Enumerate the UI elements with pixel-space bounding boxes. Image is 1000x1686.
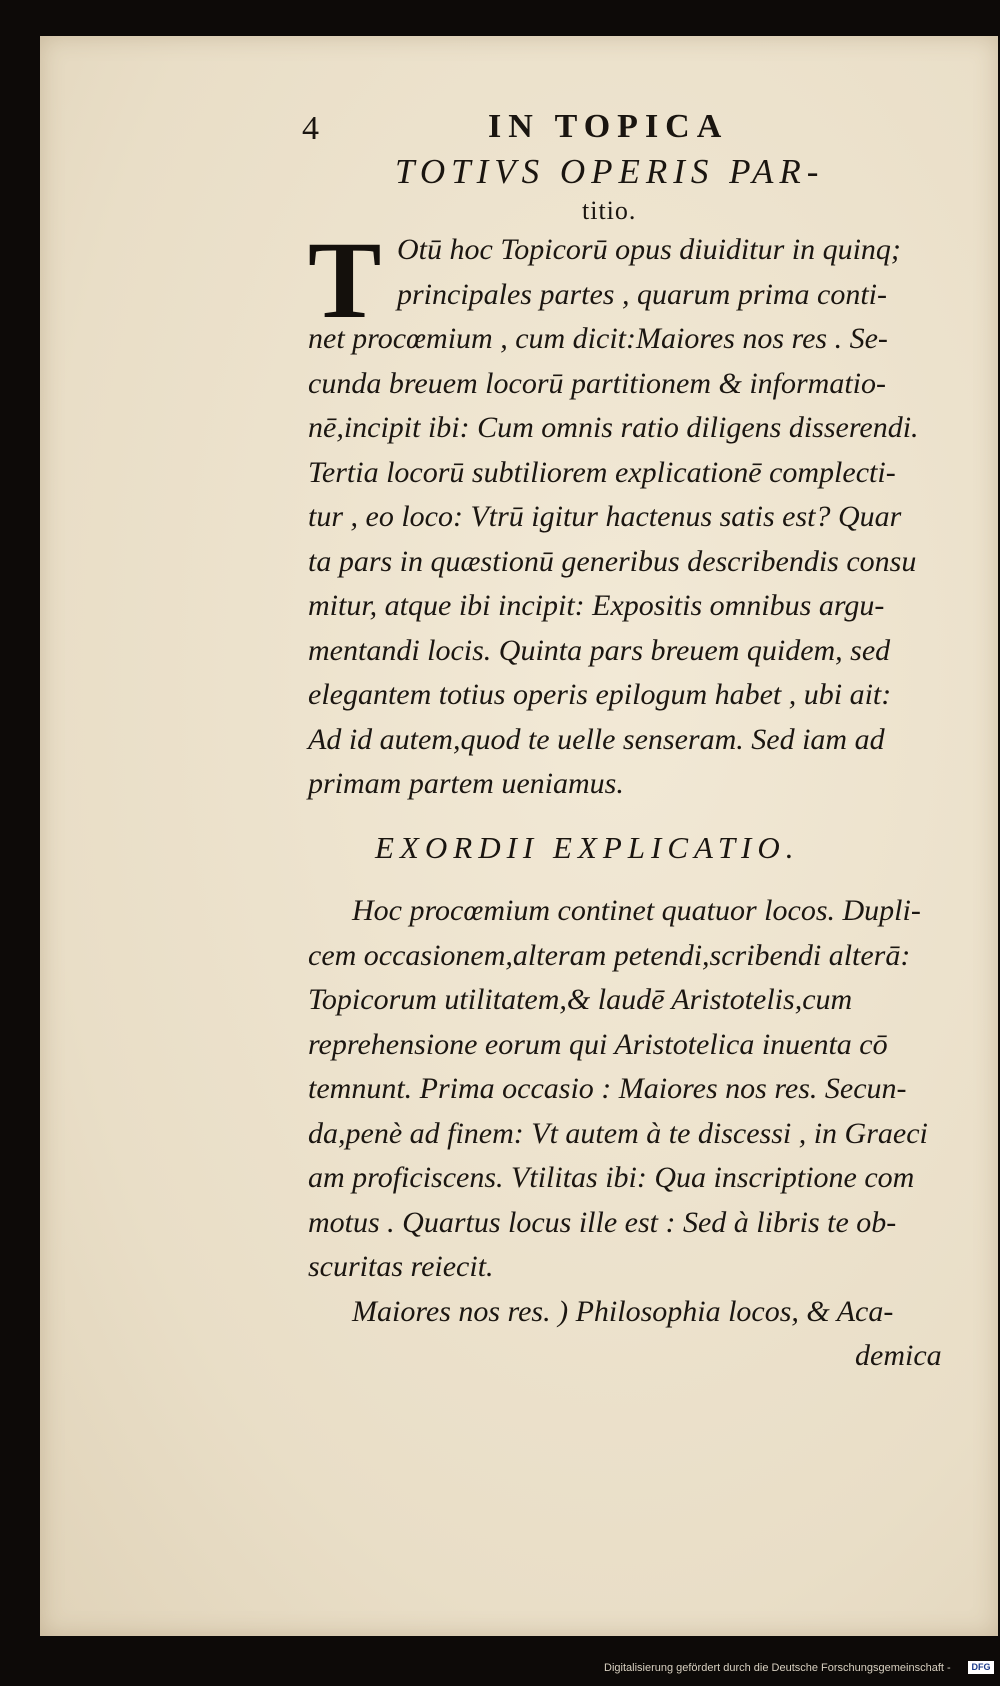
text-line: Ad id autem,quod te uelle senseram. Sed iam ad xyxy=(308,722,885,756)
text-line: nē,incipit ibi: Cum omnis ratio diligens disserendi. xyxy=(308,411,919,444)
text-line: net procœmium , cum dicit:Maiores nos res . Se- xyxy=(308,322,888,355)
text-line: primam partem ueniamus. xyxy=(308,767,624,800)
text-line: am proficiscens. Vtilitas ibi: Qua inscriptione com xyxy=(308,1161,915,1194)
text-line: elegantem totius operis epilogum habet , ubi ait: xyxy=(308,678,892,711)
text-line: da,penè ad finem: Vt autem à te discessi , in Graeci xyxy=(308,1116,928,1150)
section-title-line2: titio. xyxy=(582,196,637,225)
exordii-heading: EXORDII EXPLICATIO. xyxy=(375,830,800,865)
digitization-credit: Digitalisierung gefördert durch die Deutsche Forschungsgemeinschaft - xyxy=(604,1662,951,1674)
text-line: demica xyxy=(855,1339,942,1372)
text-line: Otū hoc Topicorū opus diuiditur in quinq; xyxy=(397,233,901,266)
text-line: scuritas reiecit. xyxy=(308,1250,494,1283)
section-title-line1: TOTIVS OPERIS PAR- xyxy=(395,152,825,191)
dfg-logo: DFG xyxy=(968,1661,994,1674)
text-line: Hoc procœmium continet quatuor locos. Dupli- xyxy=(352,894,921,927)
text-line: reprehensione eorum qui Aristotelica inuenta cō xyxy=(308,1027,888,1061)
text-line: mentandi locis. Quinta pars breuem quidem, sed xyxy=(308,633,891,667)
text-line: principales partes , quarum prima conti- xyxy=(397,277,887,311)
text-line: Tertia locorū subtiliorem explicationē complecti- xyxy=(308,455,896,489)
text-line: temnunt. Prima occasio : Maiores nos res. Secun- xyxy=(308,1072,907,1105)
text-line: Maiores nos res. ) Philosophia locos, & Aca- xyxy=(352,1294,894,1328)
text-line: mitur, atque ibi incipit: Expositis omnibus argu- xyxy=(308,589,885,622)
text-line: tur , eo loco: Vtrū igitur hactenus satis est? Quar xyxy=(308,500,902,533)
text-line: ta pars in quæstionū generibus describendis consu xyxy=(308,544,917,578)
page-number: 4 xyxy=(302,110,319,147)
text-line: Topicorum utilitatem,& laudē Aristotelis,cum xyxy=(308,983,853,1016)
text-line: cem occasionem,alteram petendi,scribendi alterā: xyxy=(308,938,911,972)
running-head: IN TOPICA xyxy=(488,108,729,145)
text-line: motus . Quartus locus ille est : Sed à libris te ob- xyxy=(308,1205,897,1239)
text-line: cunda breuem locorū partitionem & informatio- xyxy=(308,366,886,400)
drop-cap-initial: T xyxy=(308,219,382,341)
